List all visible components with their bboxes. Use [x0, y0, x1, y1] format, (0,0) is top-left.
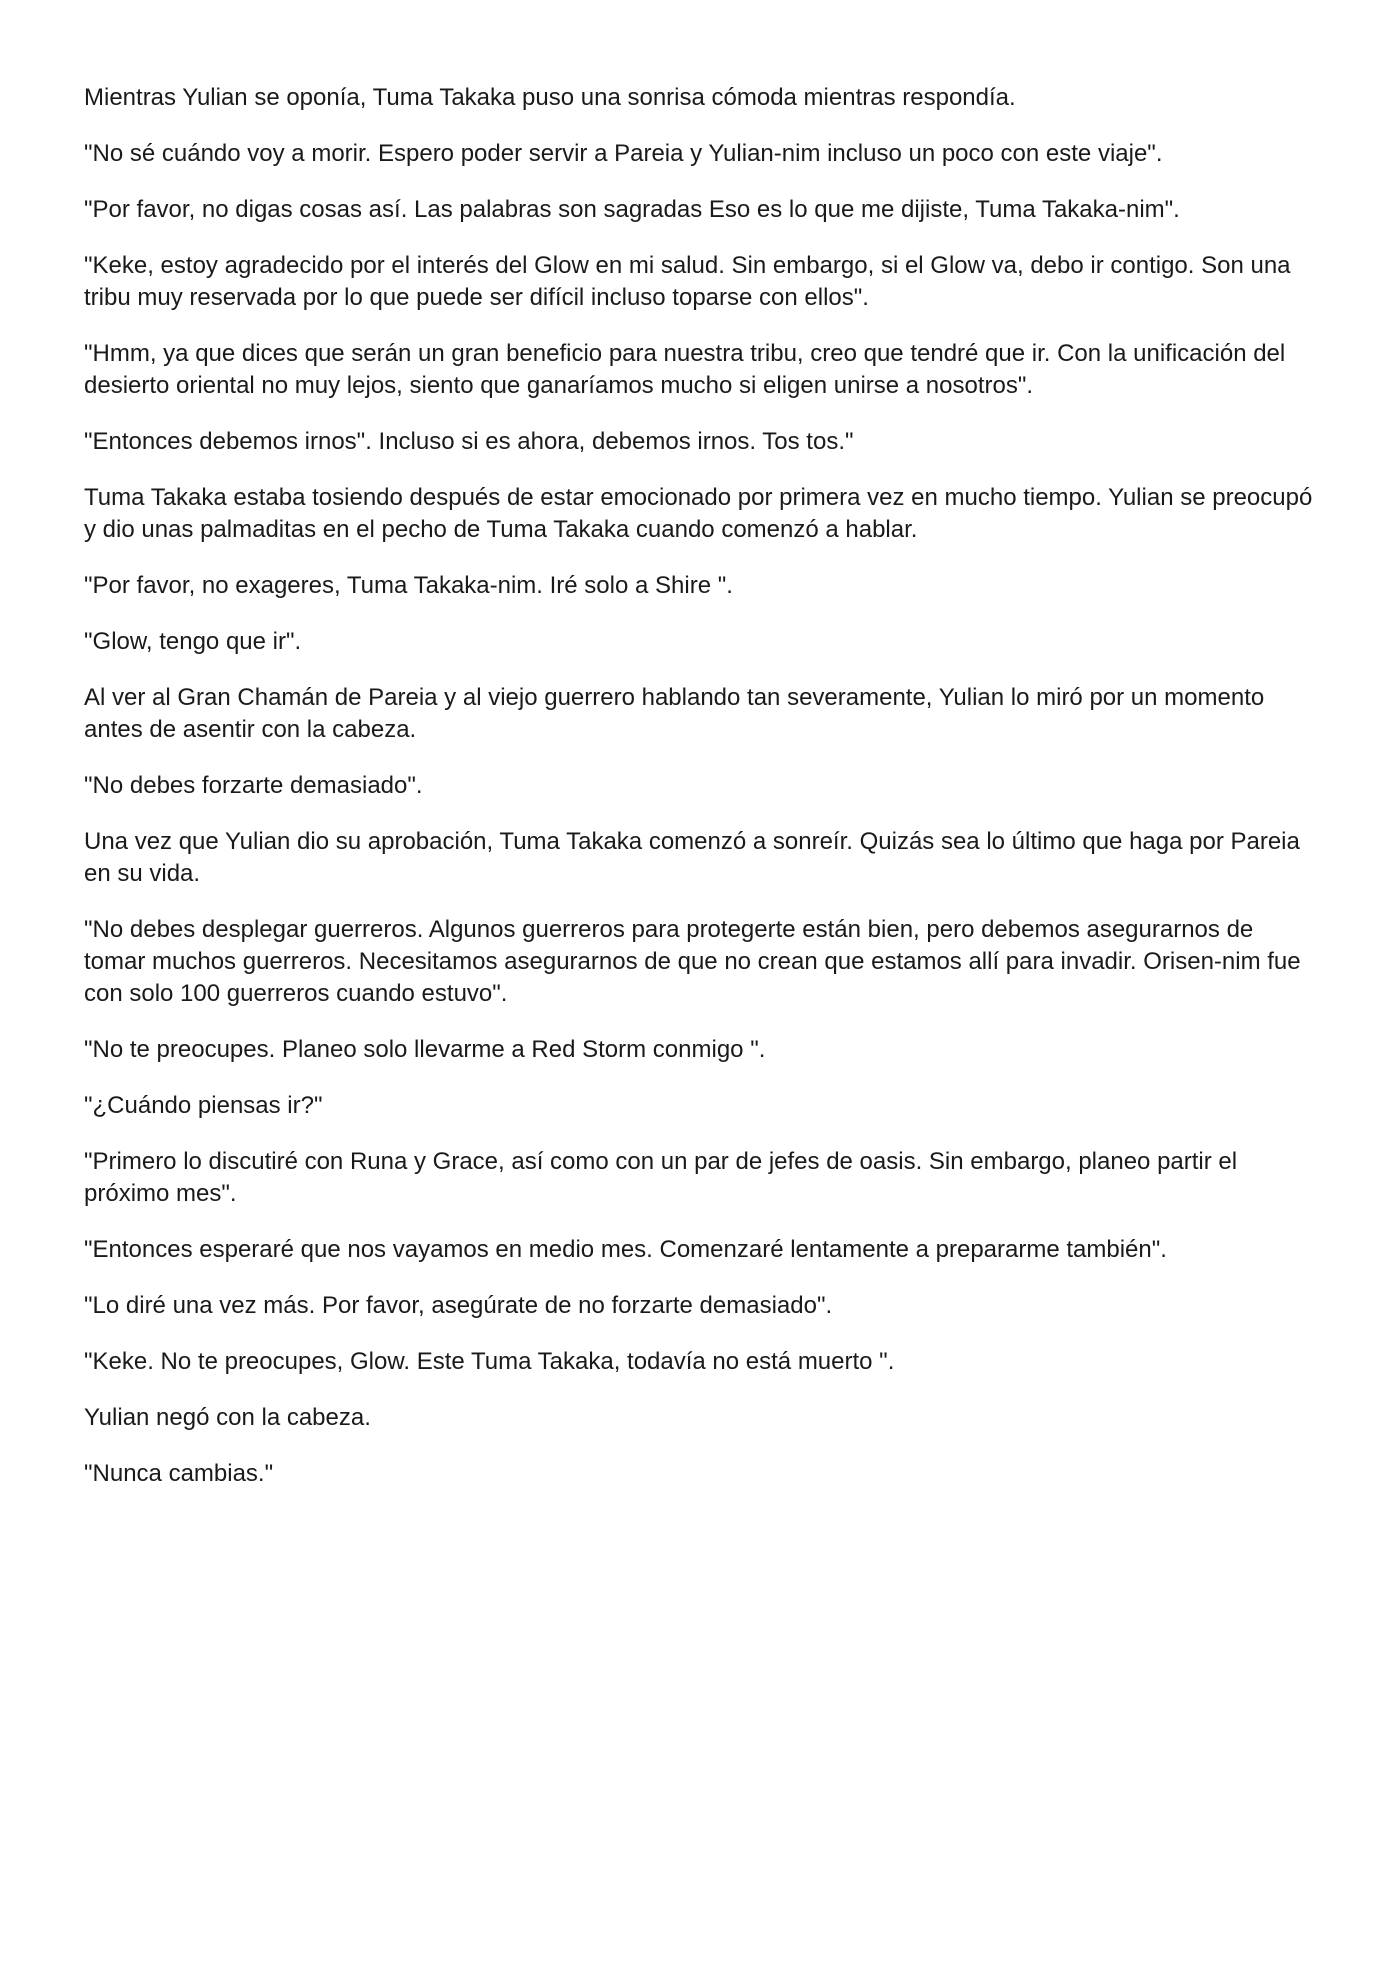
paragraph: "No debes forzarte demasiado".: [84, 772, 423, 799]
paragraph: "¿Cuándo piensas ir?": [84, 1092, 323, 1119]
paragraph: Al ver al Gran Chamán de Pareia y al viejo guerrero hablando tan severamente, Yulian lo miró por un momento antes de asentir con la cabeza.: [84, 684, 1265, 743]
paragraph: Yulian negó con la cabeza.: [84, 1404, 371, 1431]
paragraph: "Nunca cambias.": [84, 1460, 274, 1487]
paragraph: "Keke, estoy agradecido por el interés del Glow en mi salud. Sin embargo, si el Glow va, debo ir contigo. Son una tribu muy reservada por lo que puede ser difícil incluso toparse con ellos".: [84, 252, 1291, 311]
paragraph: "Keke. No te preocupes, Glow. Este Tuma Takaka, todavía no está muerto ".: [84, 1348, 895, 1375]
paragraph: Tuma Takaka estaba tosiendo después de estar emocionado por primera vez en mucho tiempo. Yulian se preocupó y dio unas palmaditas en el pecho de Tuma Takaka cuando comenzó a hablar.: [84, 484, 1313, 543]
paragraph: "Entonces debemos irnos". Incluso si es ahora, debemos irnos. Tos tos.": [84, 428, 854, 455]
paragraph: "Hmm, ya que dices que serán un gran beneficio para nuestra tribu, creo que tendré que ir. Con la unificación del desierto oriental no muy lejos, siento que ganaríamos mucho si eligen unirse a nosotros".: [84, 340, 1286, 399]
paragraph: "Por favor, no exageres, Tuma Takaka-nim. Iré solo a Shire ".: [84, 572, 733, 599]
document-body: [84, 82, 1316, 1514]
paragraph: "Lo diré una vez más. Por favor, asegúrate de no forzarte demasiado".: [84, 1292, 833, 1319]
paragraph: "No te preocupes. Planeo solo llevarme a Red Storm conmigo ".: [84, 1036, 766, 1063]
paragraph: "Entonces esperaré que nos vayamos en medio mes. Comenzaré lentamente a prepararme también".: [84, 1236, 1167, 1263]
paragraph: Mientras Yulian se oponía, Tuma Takaka puso una sonrisa cómoda mientras respondía.: [84, 84, 1016, 111]
paragraph: "Por favor, no digas cosas así. Las palabras son sagradas Eso es lo que me dijiste, Tuma Takaka-nim".: [84, 196, 1180, 223]
paragraph: "No sé cuándo voy a morir. Espero poder servir a Pareia y Yulian-nim incluso un poco con este viaje".: [84, 140, 1163, 167]
paragraph: "Primero lo discutiré con Runa y Grace, así como con un par de jefes de oasis. Sin embargo, planeo partir el próximo mes".: [84, 1148, 1238, 1207]
paragraph: "Glow, tengo que ir".: [84, 628, 302, 655]
paragraph: Una vez que Yulian dio su aprobación, Tuma Takaka comenzó a sonreír. Quizás sea lo último que haga por Pareia en su vida.: [84, 828, 1300, 887]
paragraph: "No debes desplegar guerreros. Algunos guerreros para protegerte están bien, pero debemos asegurarnos de tomar muchos guerreros. Necesitamos asegurarnos de que no crean que estamos allí para invadir. Orisen-nim fue con solo 100 guerreros cuando estuvo".: [84, 916, 1301, 1007]
